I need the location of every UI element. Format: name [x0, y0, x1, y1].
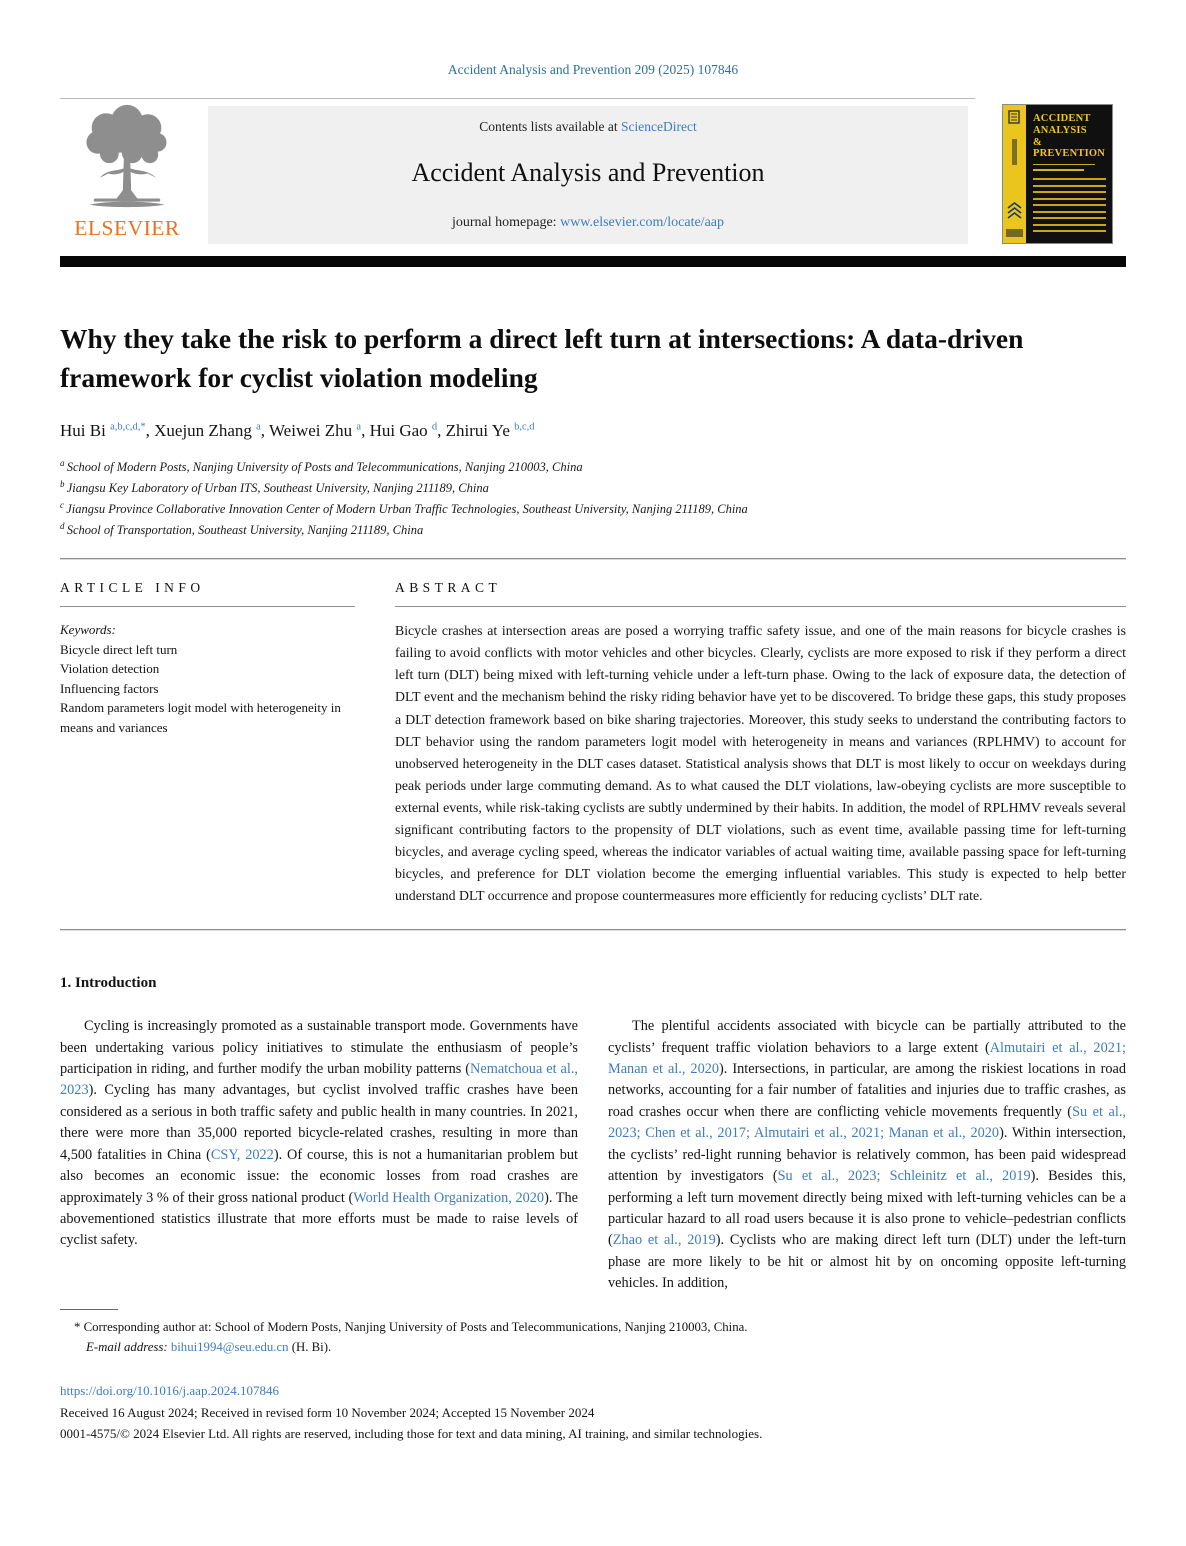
homepage-label: journal homepage:	[452, 215, 561, 230]
text-run: ). Besides this, performing a left turn movement directly being mixed with left-turning vehicles can be a particular hazard to all road users because it is also prone to vehicle–pedestrian conflicts (	[608, 1168, 1126, 1249]
abstract-text: Bicycle crashes at intersection areas are posed a worrying traffic safety issue, and one of the main reasons for bicycle crashes is failing to avoid conflicts with motor vehicles and other bicycles. Clearly, cyclists are more exposed to risk if they perform a direct left turn (DLT) being mixed with left-turning vehicle under a left-turn phase. Owing to the lack of exposure data, the detection of DLT event and the mechanism behind the risky riding behavior have yet to be discovered. To bridge these gaps, this study proposes a DLT detection framework based on bike sharing trajectories. Moreover, this study seeks to understand the contributing factors to DLT behavior using the random parameters logit model with heterogeneity in means and variances (RPLHMV) to account for unobserved heterogeneity in the DLT cases dataset. Statistical analysis shows that DLT is most likely to occur on weekdays during peak periods under large commuting demand. As to what caused the DLT violations, law-obeying cyclists are more susceptible to external events, while risk-taking cyclists are subtly undermined by their habits. In addition, the model of RPLHMV reveals several significant contributing factors to the propensity of DLT violations, such as event time, available passing time for left-turning bicycles, and average cycling speed, whereas the indicator variables of actual waiting time, available passing space for left-turning bicycles, and preference for DLT violation become the emerging influential variables. This study is expected to help better understand DLT occurrence and propose countermeasures more efficiently for reducing cyclists’ DLT rate.	[395, 623, 1126, 903]
cover-crest-icon	[1007, 110, 1021, 124]
email-label: E-mail address:	[86, 1340, 168, 1355]
header-top-rule	[60, 98, 975, 99]
author-affiliation-sup: a	[356, 420, 362, 432]
citation-link[interactable]: Zhao et al., 2019	[612, 1232, 716, 1249]
authors-line	[60, 421, 1126, 441]
article-info-rule	[60, 606, 355, 607]
elsevier-logo	[62, 104, 192, 244]
intro-right-column	[608, 1016, 1126, 1295]
citation-link[interactable]: CSY, 2022	[210, 1146, 274, 1163]
cover-editor-line	[1033, 169, 1084, 171]
email-link[interactable]: bihui1994@seu.edu.cn	[170, 1340, 289, 1355]
cover-title-line: PREVENTION	[1033, 148, 1106, 160]
journal-banner	[208, 106, 968, 244]
author-name: Xuejun Zhang $^a$	[154, 420, 261, 440]
cover-title-line: ANALYSIS	[1033, 124, 1087, 136]
footnote-star: *	[74, 1319, 81, 1334]
text-run: ). The abovementioned statistics illustrate that more efforts must be made to raise levels of cyclist safety.	[60, 1189, 578, 1249]
citation-link[interactable]: Almutairi et al., 2021; Manan et al., 2020	[608, 1039, 1126, 1077]
publication-meta	[60, 1380, 1126, 1445]
affiliation-line: $^a$ School of Modern Posts, Nanjing University of Posts and Telecommunications, Nanjing 210003, China	[60, 457, 583, 474]
corresponding-author-note	[60, 1317, 1126, 1338]
author-name: Hui Gao $^d$	[369, 420, 438, 440]
text-run: ). Within intersection, the cyclists’ red-light running behavior is relatively common, has been paid widespread attention by investigators (	[608, 1125, 1126, 1185]
journal-header	[60, 104, 1126, 244]
cover-strip-footer-mark	[1006, 229, 1023, 237]
cover-chevron-logo-icon	[1006, 201, 1023, 221]
text-run: ). Cyclists who are making direct left turn (DLT) under the left-turn phase are more likely to be hit or almost hit by on oncoming opposite left-turning vehicles. In addition,	[608, 1232, 1126, 1292]
journal-cover-thumbnail	[1002, 104, 1113, 244]
header-divider-bar	[60, 256, 1126, 267]
journal-citation: Accident Analysis and Prevention 209 (2025) 107846	[447, 62, 739, 77]
citation-link[interactable]: Su et al., 2023; Chen et al., 2017; Almutairi et al., 2021; Manan et al., 2020	[608, 1103, 1126, 1142]
cover-title	[1033, 113, 1106, 160]
cover-body	[1026, 105, 1112, 243]
journal-homepage-link[interactable]: www.elsevier.com/locate/aap	[560, 215, 724, 230]
received-dates: Received 16 August 2024; Received in revised form 10 November 2024; Accepted 15 November 2024	[60, 1404, 595, 1420]
author-name: Hui Bi $^{a,b,c,d,*}$	[60, 420, 146, 440]
keywords-block	[60, 620, 355, 737]
cover-issn-mark	[1012, 139, 1017, 165]
intro-left-column	[60, 1016, 578, 1295]
keyword-item: Random parameters logit model with heterogeneity in means and variances	[60, 700, 341, 735]
homepage-line	[208, 215, 968, 231]
article-info-heading: ARTICLE INFO	[60, 580, 205, 596]
citation-link[interactable]: Nematchoua et al., 2023	[60, 1060, 578, 1099]
author-affiliation-sup: a,b,c,d,*	[110, 420, 146, 432]
abstract-bottom-rule	[60, 929, 1126, 931]
keyword-item: Violation detection	[60, 661, 160, 677]
affiliation-line: $^d$ School of Transportation, Southeast University, Nanjing 211189, China	[60, 521, 424, 538]
affiliation-line: $^c$ Jiangsu Province Collaborative Innovation Center of Modern Urban Traffic Technologies, Southeast University, Nanjing 211189, China	[60, 499, 748, 517]
cover-title-line: ACCIDENT	[1033, 113, 1091, 124]
sciencedirect-link[interactable]: ScienceDirect	[621, 119, 697, 134]
author-name: Zhirui Ye $^{b,c,d}$	[445, 420, 535, 440]
elsevier-wordmark: ELSEVIER	[74, 216, 180, 240]
text-run: The plentiful accidents associated with bicycle can be partially attributed to the cyclists’ frequent traffic violation behaviors to a large extent (	[608, 1018, 1126, 1056]
author-affiliation-sup: b,c,d	[514, 420, 535, 432]
elsevier-tree-icon	[75, 104, 179, 214]
corresponding-author-text: Corresponding author at: School of Modern Posts, Nanjing University of Posts and Telecommunications, Nanjing 210003, China.	[83, 1319, 748, 1334]
footnote-block	[60, 1317, 1126, 1358]
text-run: ). Intersections, in particular, are among the riskiest locations in road networks, accounting for a fair number of fatalities and injuries due to traffic crashes, as road crashes occur when there are conflicting vehicle movements frequently (	[608, 1060, 1126, 1120]
paper-title: Why they take the risk to perform a direct left turn at intersections: A data-driven framework for cyclist violation modeling	[60, 323, 1024, 394]
cover-title-line: &	[1033, 136, 1042, 148]
email-suffix: (H. Bi).	[291, 1340, 332, 1355]
author-separator: ,	[361, 420, 370, 440]
author-name: Weiwei Zhu $^a$	[269, 420, 362, 440]
issn-copyright: 0001-4575/© 2024 Elsevier Ltd. All rights are reserved, including those for text and data mining, AI training, and similar technologies.	[60, 1426, 763, 1442]
cover-yellow-strip	[1003, 105, 1026, 243]
author-separator: ,	[145, 420, 155, 440]
body-columns	[60, 1016, 1126, 1295]
footnote-rule	[60, 1309, 118, 1310]
cover-topic-bars	[1033, 178, 1106, 232]
article-info-column	[60, 560, 355, 907]
keyword-item: Influencing factors	[60, 680, 159, 696]
cover-rule	[1033, 164, 1095, 165]
citation-link[interactable]: Su et al., 2023; Schleinitz et al., 2019	[777, 1168, 1031, 1185]
author-affiliation-sup: a	[256, 420, 261, 432]
author-separator: ,	[260, 420, 269, 440]
abstract-heading: ABSTRACT	[395, 580, 502, 596]
text-run: ). Cycling has many advantages, but cyclist involved traffic crashes have been considered as a serious in both traffic safety and public health in many countries. In 2021, there were more than 35,000 reported bicycle-related crashes, resulting in more than 4,500 fatalities in China (	[60, 1082, 578, 1163]
info-abstract-section	[60, 560, 1126, 907]
contents-line	[208, 106, 968, 135]
text-run: ). Of course, this is not a humanitarian problem but also becomes an economic issue: the economic losses from road crashes are approximately 3 % of their gross national product (	[60, 1146, 578, 1206]
citation-link[interactable]: World Health Organization, 2020	[353, 1189, 545, 1206]
introduction-heading: 1. Introduction	[60, 975, 157, 992]
contents-line-text: Contents lists available at	[479, 119, 621, 134]
keywords-list	[60, 640, 355, 738]
affiliations	[60, 456, 1126, 541]
abstract-rule	[395, 606, 1126, 607]
abstract-column	[395, 560, 1126, 907]
author-affiliation-sup: d	[431, 420, 438, 432]
author-separator: ,	[437, 420, 446, 440]
journal-title: Accident Analysis and Prevention	[411, 158, 765, 187]
keywords-label: Keywords:	[60, 622, 116, 638]
email-line	[60, 1337, 1126, 1358]
affiliation-line: $^b$ Jiangsu Key Laboratory of Urban ITS, Southeast University, Nanjing 211189, China	[60, 478, 489, 495]
text-run: Cycling is increasingly promoted as a sustainable transport mode. Governments have been undertaking various policy initiatives to stimulate the enthusiasm of people’s participation in riding, and further modify the urban mobility patterns (	[60, 1018, 578, 1077]
doi-link[interactable]: https://doi.org/10.1016/j.aap.2024.107846	[60, 1383, 279, 1399]
keyword-item: Bicycle direct left turn	[60, 641, 178, 657]
